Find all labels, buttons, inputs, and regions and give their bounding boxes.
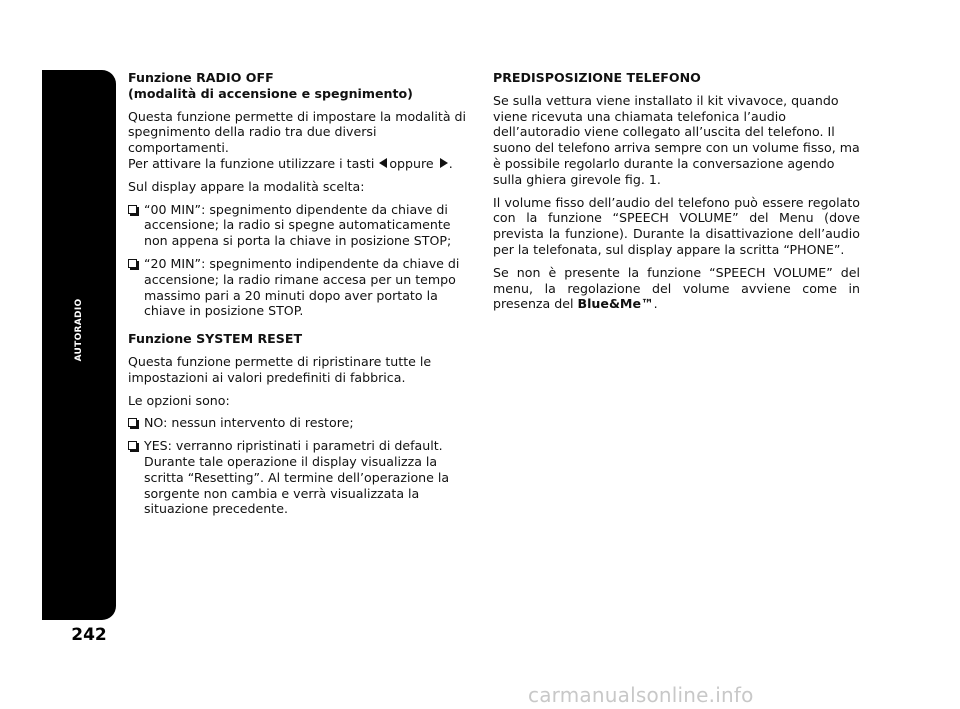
list-item [128, 438, 473, 517]
checkbox-bullet-icon [128, 205, 137, 214]
checkbox-bullet-icon [128, 441, 137, 450]
keys-text-middle: oppure [389, 155, 434, 171]
heading-keyword: SYSTEM RESET [196, 331, 303, 347]
right-column [493, 70, 860, 319]
radio-off-intro [128, 109, 473, 156]
heading-prefix: Funzione [128, 70, 197, 85]
display-line: Sul display appare la modalità scelta: [128, 178, 365, 194]
keys-text-after: . [448, 155, 453, 171]
list-item-text: YES: verranno ripristinati i parametri di default. Durante tale operazione il display visualizza la scritta “Resetting”. Al termine dell’operazione la sorgente non cambia e verrà visualizzata la situazione precedente. [144, 438, 450, 517]
options-line: Le opzioni sono: [128, 392, 230, 408]
telefono-heading: PREDISPOSIZIONE TELEFONO [493, 70, 701, 85]
system-reset-heading [128, 331, 473, 347]
para-3-text: Se non è presente la funzione “SPEECH VOLUME” del menu, la regolazione del volume avviene come in presenza del [493, 264, 860, 312]
right-triangle-icon [440, 158, 448, 168]
left-triangle-icon [379, 158, 387, 168]
telefono-para-1: Se sulla vettura viene installato il kit vivavoce, quando viene ricevuta una chiamata telefonica l’audio dell’autoradio viene collegato all’uscita del telefono. Il suono del telefono arriva sempre con un volume fisso, ma è possibile regolarlo durante la conversazione agendo sulla ghiera girevole fig. 1. [493, 92, 860, 187]
telefono-para-3 [493, 265, 860, 312]
list-item [128, 415, 473, 431]
checkbox-bullet-icon [128, 259, 137, 268]
left-column [128, 70, 473, 524]
list-item-text: NO: nessun intervento di restore; [144, 415, 354, 431]
heading-keyword: RADIO OFF [196, 70, 274, 85]
radio-off-subtitle: (modalità di accensione e spegnimento) [128, 85, 413, 101]
keys-text-before: Per attivare la funzione utilizzare i tasti [128, 155, 375, 171]
para-3-end: . [653, 296, 658, 312]
list-item-text: “00 MIN”: spegnimento dipendente da chiave di accensione; la radio si spegne automaticamente non appena si porta la chiave in posizione STOP; [144, 201, 452, 249]
checkbox-bullet-icon [128, 418, 137, 427]
telefono-para-2: Il volume fisso dell’audio del telefono può essere regolato con la funzione “SPEECH VOLUME” del Menu (dove prevista la funzione). Durante la disattivazione dell’audio per la telefonata, sul display appare la scritta “PHONE”. [493, 194, 860, 257]
page-number: 242 [71, 625, 107, 645]
list-item [128, 256, 473, 319]
intro-text: Questa funzione permette di impostare la modalità di spegnimento della radio tra due diversi comportamenti. [128, 108, 467, 156]
watermark: carmanualsonline.info [528, 683, 754, 707]
system-reset-intro: Questa funzione permette di ripristinare tutte le impostazioni ai valori predefiniti di fabbrica. [128, 353, 432, 385]
radio-off-keys-line [128, 156, 473, 172]
list-item-text: “20 MIN”: spegnimento indipendente da chiave di accensione; la radio rimane accesa per un tempo massimo pari a 20 minuti dopo aver portato la chiave in posizione STOP. [144, 255, 460, 319]
heading-prefix: Funzione [128, 331, 197, 347]
chapter-label: AUTORADIO [74, 298, 84, 362]
blue-me-brand: Blue&Me™ [577, 296, 654, 312]
radio-off-heading [128, 70, 473, 86]
list-item [128, 202, 473, 249]
